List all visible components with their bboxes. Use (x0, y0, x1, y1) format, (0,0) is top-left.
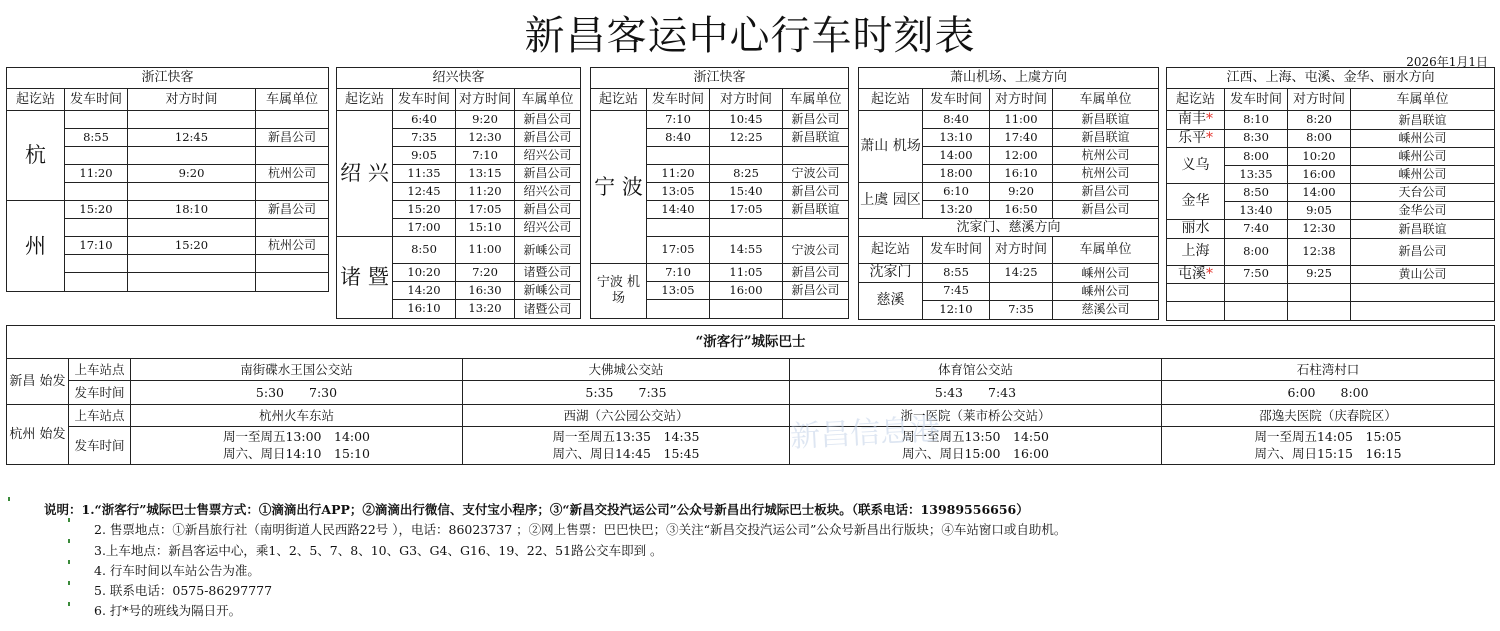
company: 新嵊公司 (515, 282, 581, 300)
watermark-logo: 新昌信息港 (789, 412, 941, 455)
opposite-time: 12:30 (456, 129, 515, 147)
col-opposite: 对方时间 (990, 237, 1053, 264)
alternate-day-star: * (1206, 111, 1213, 127)
opposite-time: 11:00 (990, 111, 1053, 129)
opposite-time: 7:20 (456, 264, 515, 282)
schedule-table-xiaoshan (858, 67, 1159, 320)
depart-time (65, 183, 128, 201)
schedule-table-hangzhou (6, 67, 329, 292)
company: 杭州公司 (1053, 147, 1159, 165)
xinchang-departure-label: 新昌 始发 (7, 359, 69, 405)
depart-time (65, 111, 128, 129)
depart-time (65, 219, 128, 237)
bus-schedule: 周一至周五14:05 15:05 周六、周日15:15 16:15 (1162, 427, 1495, 465)
station-xiaoshan-airport: 萧山 机场 (859, 111, 923, 183)
company: 宁波公司 (783, 237, 849, 264)
opposite-time: 9:05 (1288, 202, 1351, 220)
company: 嵊州公司 (1053, 264, 1159, 283)
depart-time: 7:50 (1225, 265, 1288, 284)
opposite-time (128, 147, 256, 165)
depart-time: 13:40 (1225, 202, 1288, 220)
company (256, 219, 329, 237)
col-company: 车属单位 (1053, 237, 1159, 264)
company: 新昌公司 (256, 201, 329, 219)
station-ningbo-airport: 宁波 机场 (591, 264, 647, 319)
depart-time: 8:55 (923, 264, 990, 283)
station-shenjiamen: 沈家门 (859, 264, 923, 283)
col-company: 车属单位 (256, 89, 329, 111)
depart-time: 6:40 (393, 111, 456, 129)
depart-time: 7:40 (1225, 220, 1288, 239)
company: 新昌公司 (1053, 183, 1159, 201)
station-leping: 乐平* (1167, 129, 1225, 148)
note-1: 说明：1.“浙客行”城际巴士售票方式：①滴滴出行APP；②滴滴出行微信、支付宝小程序；③“新昌交投汽运公司”公众号新昌出行城际巴士板块。（联系电话：13989556656） (44, 502, 1029, 517)
bus-stop: 石柱湾村口 (1162, 359, 1495, 381)
col-origin: 起讫站 (1167, 89, 1225, 111)
decorative-tick (8, 497, 10, 501)
depart-time: 14:40 (647, 201, 710, 219)
company: 新昌公司 (783, 183, 849, 201)
depart-time: 16:10 (393, 300, 456, 319)
opposite-time: 16:10 (990, 165, 1053, 183)
depart-time: 8:30 (1225, 129, 1288, 148)
opposite-time: 11:05 (710, 264, 783, 282)
opposite-time: 7:35 (990, 300, 1053, 319)
station-lishui: 丽水 (1167, 220, 1225, 239)
bus-stop: 浙一医院（莱市桥公交站） (790, 405, 1162, 427)
depart-time: 11:20 (647, 165, 710, 183)
opposite-time: 12:25 (710, 129, 783, 147)
company: 诸暨公司 (515, 264, 581, 282)
opposite-time: 16:50 (990, 201, 1053, 219)
opposite-time: 13:20 (456, 300, 515, 319)
col-origin: 起讫站 (7, 89, 65, 111)
opposite-time (1288, 284, 1351, 302)
opposite-time (128, 183, 256, 201)
company: 新昌联谊 (1351, 220, 1495, 239)
depart-time: 17:10 (65, 237, 128, 255)
company: 新昌联谊 (783, 201, 849, 219)
note-6: 6. 打*号的班线为隔日开。 (94, 603, 242, 619)
schedule-table-ningbo (590, 67, 849, 319)
depart-time: 8:50 (393, 237, 456, 264)
departure-time-label: 发车时间 (69, 427, 131, 465)
depart-time: 13:10 (923, 129, 990, 147)
company: 新昌公司 (1351, 238, 1495, 265)
company: 新昌公司 (515, 201, 581, 219)
opposite-time: 12:45 (128, 129, 256, 147)
company: 新昌联谊 (1053, 111, 1159, 129)
station-cixi: 慈溪 (859, 282, 923, 319)
alternate-day-star: * (1206, 129, 1213, 146)
col-origin: 起讫站 (337, 89, 393, 111)
company (783, 300, 849, 319)
company (1351, 302, 1495, 321)
station-shangyu-park: 上虞 园区 (859, 183, 923, 219)
opposite-time: 17:40 (990, 129, 1053, 147)
opposite-time (710, 147, 783, 165)
empty-cell (1167, 302, 1225, 321)
company: 新昌公司 (515, 111, 581, 129)
company: 新昌公司 (783, 111, 849, 129)
table-title: 绍兴快客 (337, 68, 581, 89)
company: 绍兴公司 (515, 183, 581, 201)
company: 新昌公司 (783, 264, 849, 282)
station-nanfeng: 南丰* (1167, 111, 1225, 130)
company: 新昌公司 (515, 129, 581, 147)
station-shaoxing: 绍 兴 (337, 111, 393, 237)
intercity-bus-table (6, 325, 1495, 465)
company: 绍兴公司 (515, 219, 581, 237)
depart-time: 9:05 (393, 147, 456, 165)
opposite-time: 11:00 (456, 237, 515, 264)
opposite-time: 8:25 (710, 165, 783, 183)
depart-time: 8:50 (1225, 184, 1288, 202)
company: 嵊州公司 (1351, 129, 1495, 148)
station-jinhua: 金华 (1167, 184, 1225, 220)
depart-time: 12:10 (923, 300, 990, 319)
opposite-time: 12:00 (990, 147, 1053, 165)
station-yiwu: 义乌 (1167, 148, 1225, 184)
opposite-time: 16:00 (710, 282, 783, 300)
opposite-time: 8:20 (1288, 111, 1351, 130)
col-depart: 发车时间 (923, 237, 990, 264)
section-title: 沈家门、慈溪方向 (859, 219, 1159, 237)
opposite-time (128, 273, 256, 292)
company (1351, 284, 1495, 302)
station-tunxi: 屯溪* (1167, 265, 1225, 284)
bus-section-title: “浙客行”城际巴士 (7, 326, 1495, 359)
company: 新昌公司 (256, 129, 329, 147)
depart-time: 15:20 (393, 201, 456, 219)
opposite-time: 17:05 (456, 201, 515, 219)
company: 新昌联谊 (1053, 129, 1159, 147)
company: 新昌联谊 (1351, 111, 1495, 130)
decorative-tick (68, 581, 70, 585)
company: 嵊州公司 (1351, 148, 1495, 166)
depart-time (647, 147, 710, 165)
col-origin: 起讫站 (591, 89, 647, 111)
col-company: 车属单位 (1053, 89, 1159, 111)
depart-time: 8:40 (923, 111, 990, 129)
depart-time: 18:00 (923, 165, 990, 183)
station-hangzhou-b: 州 (7, 201, 65, 292)
decorative-tick (68, 539, 70, 543)
col-opposite: 对方时间 (128, 89, 256, 111)
depart-time: 7:45 (923, 282, 990, 300)
bus-times: 5:43 7:43 (790, 381, 1162, 405)
company (256, 273, 329, 292)
opposite-time: 10:20 (1288, 148, 1351, 166)
company (256, 183, 329, 201)
depart-time: 8:55 (65, 129, 128, 147)
depart-time (65, 273, 128, 292)
depart-time: 11:20 (65, 165, 128, 183)
depart-time: 14:00 (923, 147, 990, 165)
bus-stop: 杭州火车东站 (131, 405, 463, 427)
decorative-tick (68, 518, 70, 522)
opposite-time: 14:55 (710, 237, 783, 264)
decorative-tick (68, 560, 70, 564)
station-ningbo: 宁 波 (591, 111, 647, 264)
hangzhou-departure-label: 杭州 始发 (7, 405, 69, 465)
bus-stop: 邵逸夫医院（庆春院区） (1162, 405, 1495, 427)
opposite-time: 12:38 (1288, 238, 1351, 265)
col-opposite: 对方时间 (990, 89, 1053, 111)
company (256, 147, 329, 165)
page-title: 新昌客运中心行车时刻表 (524, 13, 976, 59)
company (256, 255, 329, 273)
company: 金华公司 (1351, 202, 1495, 220)
table-title: 萧山机场、上虞方向 (859, 68, 1159, 89)
col-depart: 发车时间 (65, 89, 128, 111)
bus-stop: 体育馆公交站 (790, 359, 1162, 381)
depart-time: 13:35 (1225, 166, 1288, 184)
bus-schedule: 周一至周五13:35 14:35 周六、周日14:45 15:45 (463, 427, 790, 465)
opposite-time (710, 219, 783, 237)
col-origin: 起讫站 (859, 89, 923, 111)
opposite-time: 16:00 (1288, 166, 1351, 184)
company (783, 219, 849, 237)
opposite-time: 12:30 (1288, 220, 1351, 239)
depart-time: 13:05 (647, 282, 710, 300)
company (783, 147, 849, 165)
col-opposite: 对方时间 (710, 89, 783, 111)
bus-stop: 西湖（六公园公交站） (463, 405, 790, 427)
opposite-time: 14:00 (1288, 184, 1351, 202)
note-5: 5. 联系电话：0575-86297777 (94, 583, 273, 599)
depart-time (647, 300, 710, 319)
opposite-time: 9:25 (1288, 265, 1351, 284)
depart-time (65, 255, 128, 273)
col-opposite: 对方时间 (1288, 89, 1351, 111)
col-company: 车属单位 (515, 89, 581, 111)
opposite-time: 18:10 (128, 201, 256, 219)
effective-date: 2026年1月1日 (1406, 55, 1488, 69)
opposite-time: 16:30 (456, 282, 515, 300)
opposite-time (990, 282, 1053, 300)
alternate-day-star: * (1206, 265, 1213, 282)
opposite-time (1288, 302, 1351, 321)
opposite-time: 15:40 (710, 183, 783, 201)
boarding-stop-label: 上车站点 (69, 359, 131, 381)
opposite-time (128, 255, 256, 273)
depart-time: 13:05 (647, 183, 710, 201)
col-depart: 发车时间 (923, 89, 990, 111)
col-depart: 发车时间 (647, 89, 710, 111)
opposite-time (128, 219, 256, 237)
depart-time: 8:00 (1225, 238, 1288, 265)
opposite-time: 17:05 (710, 201, 783, 219)
depart-time: 8:00 (1225, 148, 1288, 166)
company: 新昌公司 (515, 165, 581, 183)
depart-time: 8:10 (1225, 111, 1288, 130)
company: 新嵊公司 (515, 237, 581, 264)
opposite-time: 15:10 (456, 219, 515, 237)
opposite-time: 9:20 (128, 165, 256, 183)
opposite-time: 9:20 (456, 111, 515, 129)
table-title: 江西、上海、屯溪、金华、丽水方向 (1167, 68, 1495, 89)
company: 绍兴公司 (515, 147, 581, 165)
bus-times: 5:30 7:30 (131, 381, 463, 405)
company: 新昌公司 (1053, 201, 1159, 219)
depart-time (1225, 302, 1288, 321)
opposite-time: 7:10 (456, 147, 515, 165)
boarding-stop-label: 上车站点 (69, 405, 131, 427)
station-hangzhou-a: 杭 (7, 111, 65, 201)
company: 杭州公司 (1053, 165, 1159, 183)
schedule-table-jiangxi (1166, 67, 1495, 321)
schedule-table-shaoxing (336, 67, 581, 319)
opposite-time: 9:20 (990, 183, 1053, 201)
table-title: 浙江快客 (591, 68, 849, 89)
opposite-time: 14:25 (990, 264, 1053, 283)
company: 杭州公司 (256, 237, 329, 255)
table-title: 浙江快客 (7, 68, 329, 89)
col-company: 车属单位 (783, 89, 849, 111)
note-3: 3.上车地点：新昌客运中心，乘1、2、5、7、8、10、G3、G4、G16、19、22、51路公交车即到 。 (94, 542, 663, 558)
company: 诸暨公司 (515, 300, 581, 319)
company: 天台公司 (1351, 184, 1495, 202)
bus-times: 5:35 7:35 (463, 381, 790, 405)
station-shanghai: 上海 (1167, 238, 1225, 265)
depart-time (65, 147, 128, 165)
company: 嵊州公司 (1053, 282, 1159, 300)
bus-times: 6:00 8:00 (1162, 381, 1495, 405)
station-zhuji: 诸 暨 (337, 237, 393, 319)
depart-time: 6:10 (923, 183, 990, 201)
company: 黄山公司 (1351, 265, 1495, 284)
depart-time (647, 219, 710, 237)
col-opposite: 对方时间 (456, 89, 515, 111)
depart-time: 10:20 (393, 264, 456, 282)
depart-time: 11:35 (393, 165, 456, 183)
depart-time (1225, 284, 1288, 302)
depart-time: 7:10 (647, 111, 710, 129)
departure-time-label: 发车时间 (69, 381, 131, 405)
decorative-tick (68, 602, 70, 606)
depart-time: 12:45 (393, 183, 456, 201)
company: 嵊州公司 (1351, 166, 1495, 184)
opposite-time: 11:20 (456, 183, 515, 201)
opposite-time: 10:45 (710, 111, 783, 129)
opposite-time (710, 300, 783, 319)
col-depart: 发车时间 (393, 89, 456, 111)
company: 慈溪公司 (1053, 300, 1159, 319)
depart-time: 7:35 (393, 129, 456, 147)
col-depart: 发车时间 (1225, 89, 1288, 111)
company: 杭州公司 (256, 165, 329, 183)
opposite-time: 15:20 (128, 237, 256, 255)
depart-time: 14:20 (393, 282, 456, 300)
empty-cell (1167, 284, 1225, 302)
depart-time: 7:10 (647, 264, 710, 282)
col-origin: 起讫站 (859, 237, 923, 264)
note-4: 4. 行车时间以车站公告为准。 (94, 562, 260, 578)
opposite-time: 8:00 (1288, 129, 1351, 148)
depart-time: 8:40 (647, 129, 710, 147)
depart-time: 13:20 (923, 201, 990, 219)
bus-stop: 南街碟水王国公交站 (131, 359, 463, 381)
bus-stop: 大佛城公交站 (463, 359, 790, 381)
company: 新昌公司 (783, 282, 849, 300)
note-2: 2. 售票地点：①新昌旅行社（南明街道人民西路22号 ），电话：86023737 ；②网上售票：巴巴快巴；③关注“新昌交投汽运公司”公众号新昌出行版块；④车站窗口或自助机。 (94, 522, 1067, 538)
notes-section (44, 500, 1066, 622)
depart-time: 17:00 (393, 219, 456, 237)
opposite-time: 13:15 (456, 165, 515, 183)
depart-time: 15:20 (65, 201, 128, 219)
col-company: 车属单位 (1351, 89, 1495, 111)
bus-schedule: 周一至周五13:00 14:00 周六、周日14:10 15:10 (131, 427, 463, 465)
opposite-time (128, 111, 256, 129)
company: 宁波公司 (783, 165, 849, 183)
company: 新昌联谊 (783, 129, 849, 147)
company (256, 111, 329, 129)
bus-schedule: 周一至周五13:50 14:50 周六、周日15:00 16:00 (790, 427, 1162, 465)
depart-time: 17:05 (647, 237, 710, 264)
